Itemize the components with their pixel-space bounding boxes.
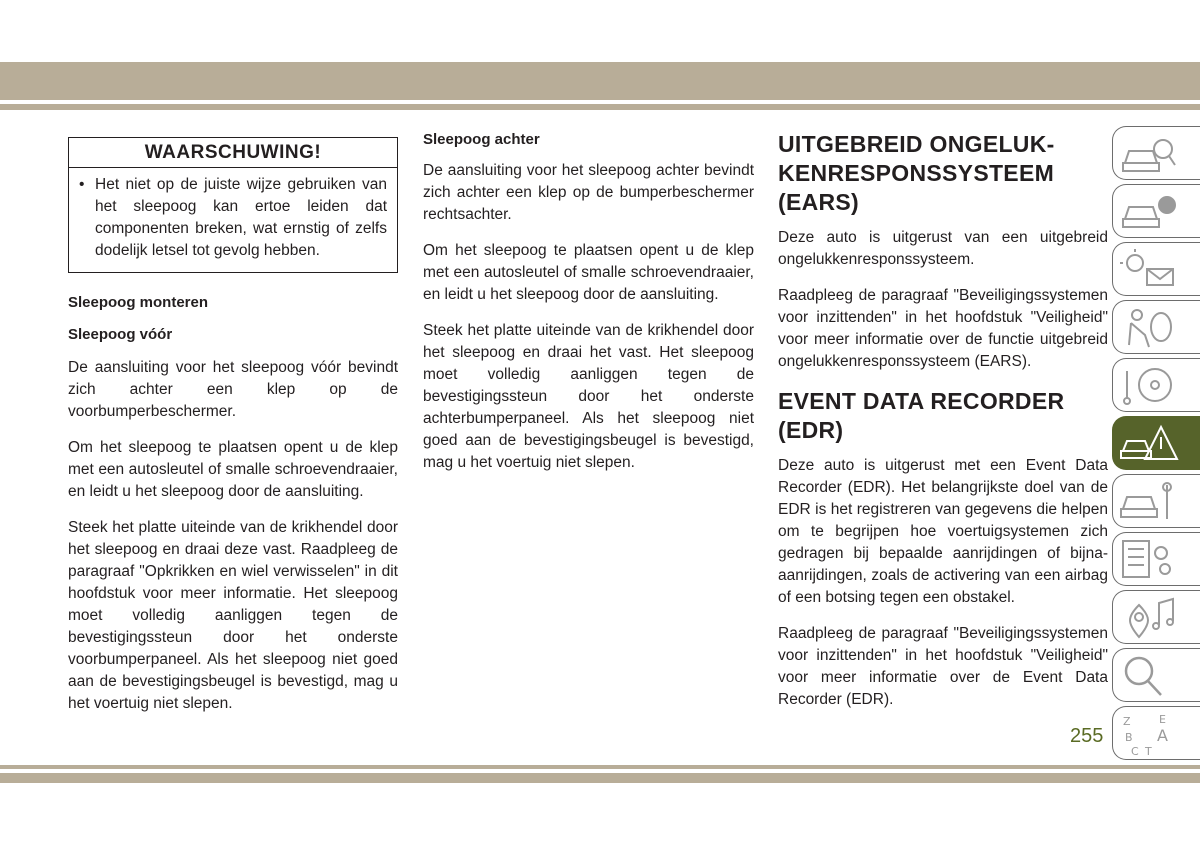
index-letter: A	[1157, 726, 1168, 745]
warning-bullet: •	[79, 176, 85, 193]
index-letter: Z	[1123, 715, 1131, 728]
paragraph: Raadpleeg de paragraaf "Beveiligingssystemen voor inzittenden" in het hoofdstuk "Veiligheid" voor meer informatie over de functie uitgebreid ongelukkenresponssysteem (EARS).	[778, 287, 1108, 370]
steering-wheel-icon[interactable]	[1112, 358, 1200, 412]
footer-band	[0, 773, 1200, 783]
index-letter: B	[1125, 731, 1133, 744]
paragraph: De aansluiting voor het sleepoog vóór bevindt zich achter een klep op de voorbumperbeschermer.	[68, 359, 398, 420]
warning-text: Het niet op de juiste wijze gebruiken van het sleepoog kan ertoe leiden dat componenten breken, wat ernstig of zelfs dodelijk letsel tot gevolg hebben.	[95, 176, 387, 259]
car-warning-icon[interactable]	[1112, 416, 1200, 470]
index-letter: T	[1145, 745, 1152, 757]
footer-rule	[0, 765, 1200, 769]
index-letter: E	[1159, 713, 1166, 726]
section-title-ears: UITGEBREID ONGELUK-KENRESPONSSYSTEEM (EARS)	[778, 131, 1055, 215]
paragraph: Steek het platte uiteinde van de krikhendel door het sleepoog en draai het vast. Het sleepoog moet volledig aanliggen tegen de bevestigingssteun door het onderste achterbumperpaneel. Als het sleepoog niet goed aan de bevestigingsbeugel is bevestigd, mag u het voertuig niet slepen.	[423, 322, 754, 471]
car-tools-icon[interactable]	[1112, 474, 1200, 528]
document-gears-icon[interactable]	[1112, 532, 1200, 586]
index-letter: C	[1131, 745, 1139, 757]
header-band	[0, 62, 1200, 100]
header-rule	[0, 104, 1200, 110]
paragraph: Om het sleepoog te plaatsen opent u de klep met een autosleutel of smalle schroevendraaier, en leidt u het sleepoog door de aansluiting.	[423, 242, 754, 303]
column-middle	[423, 130, 754, 488]
magnifier-icon[interactable]	[1112, 648, 1200, 702]
column-left	[68, 130, 398, 729]
paragraph: Deze auto is uitgerust van een uitgebreid ongelukkenresponssysteem.	[778, 229, 1108, 268]
paragraph: Steek het platte uiteinde van de krikhendel door het sleepoog en draai deze vast. Raadpleeg de paragraaf "Opkrikken en wiel verwisselen" in dit hoofdstuk voor meer informatie. Het sleepoog moet volledig aanliggen tegen de bevestigingssteun door het onderste voorbumperpaneel. Als het sleepoog niet goed aan de bevestigingsbeugel is bevestigd, mag u het voertuig niet slepen.	[68, 519, 398, 712]
heading-sleepoog-monteren: Sleepoog monteren	[68, 294, 209, 311]
heading-sleepoog-voor: Sleepoog vóór	[68, 326, 173, 343]
airbag-seat-icon[interactable]	[1112, 300, 1200, 354]
car-search-icon[interactable]	[1112, 126, 1200, 180]
car-info-icon[interactable]	[1112, 184, 1200, 238]
lights-message-icon[interactable]	[1112, 242, 1200, 296]
column-right	[778, 130, 1108, 725]
paragraph: Om het sleepoog te plaatsen opent u de klep met een autosleutel of smalle schroevendraaier, en leidt u het sleepoog door de aansluiting.	[68, 439, 398, 500]
warning-box	[68, 137, 398, 273]
page-number: 255	[1070, 725, 1104, 747]
warning-title: WAARSCHUWING!	[69, 138, 397, 168]
paragraph: De aansluiting voor het sleepoog achter bevindt zich achter een klep op de bumperbeschermer rechtsachter.	[423, 162, 754, 223]
section-title-edr: EVENT DATA RECORDER (EDR)	[778, 388, 1065, 443]
alphabet-index-icon[interactable]	[1112, 706, 1200, 760]
paragraph: Deze auto is uitgerust met een Event Data Recorder (EDR). Het belangrijkste doel van de EDR is het registreren van gegevens die helpen om te begrijpen hoe voertuigsystemen zich gedragen bij bepaalde aanrijdingen of bijna-aanrijdingen, zoals de activering van een airbag of een botsing tegen een obstakel.	[778, 457, 1108, 606]
heading-sleepoog-achter: Sleepoog achter	[423, 131, 540, 148]
navigation-music-icon[interactable]	[1112, 590, 1200, 644]
paragraph: Raadpleeg de paragraaf "Beveiligingssystemen voor inzittenden" in het hoofdstuk "Veiligheid" voor meer informatie over de Event Data Recorder (EDR).	[778, 625, 1108, 708]
